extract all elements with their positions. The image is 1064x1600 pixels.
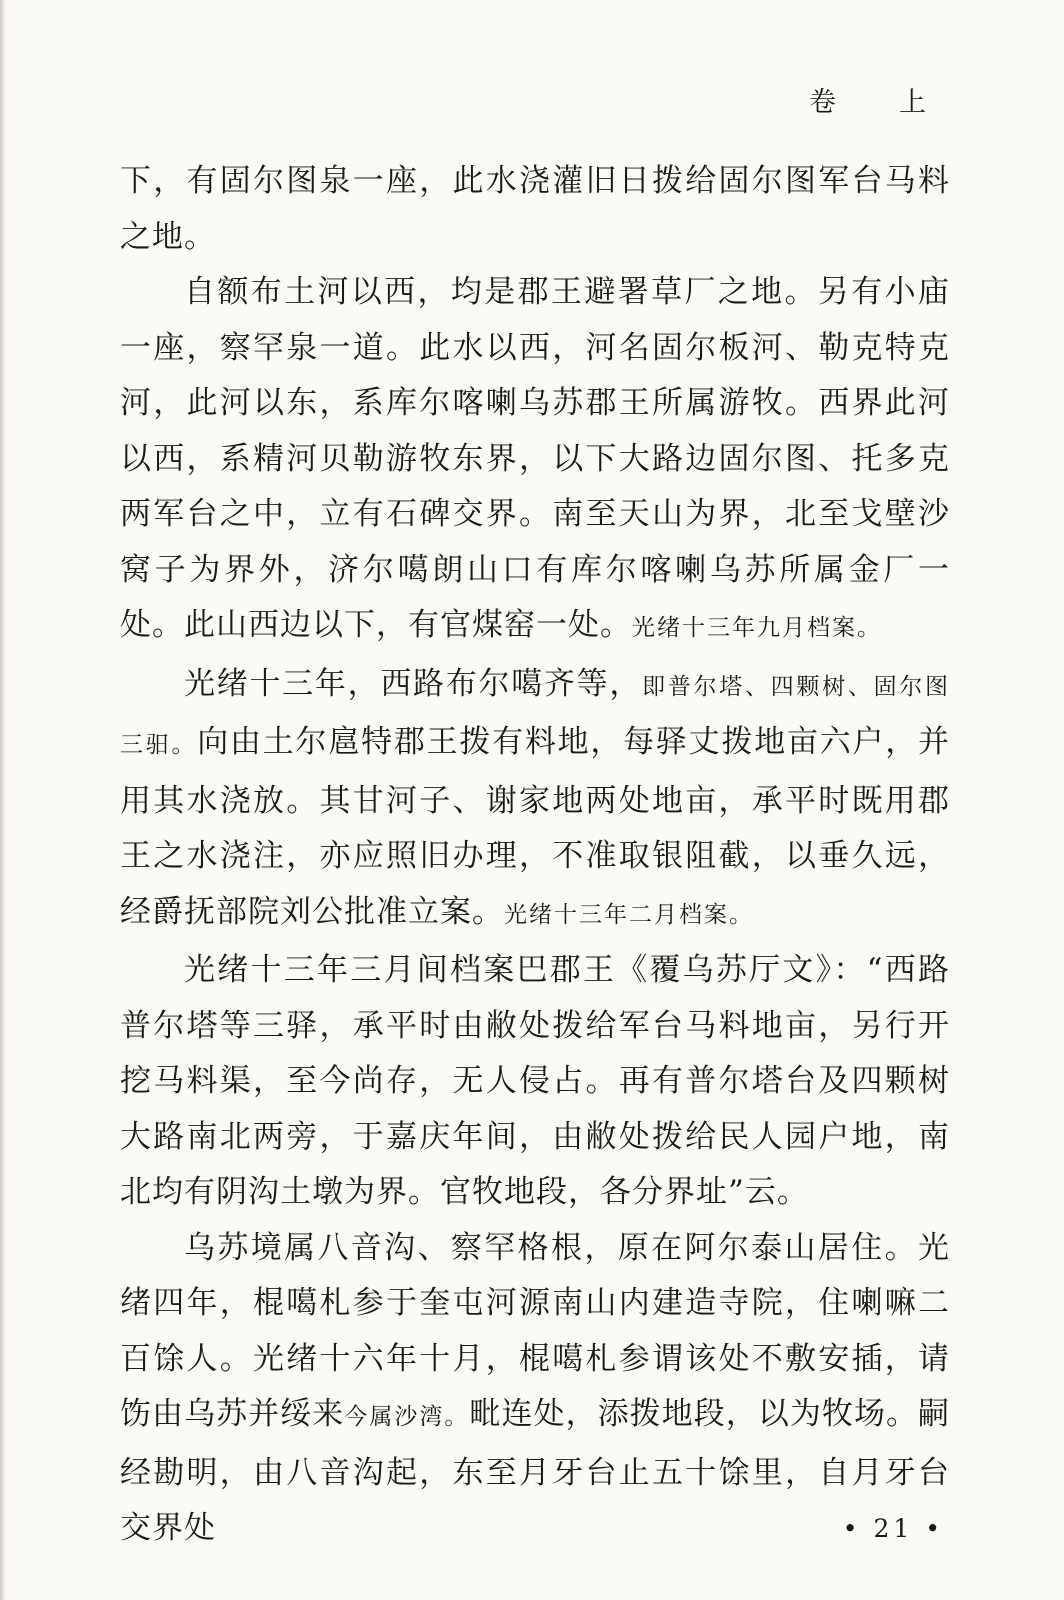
paragraph: [120, 943, 950, 1221]
paragraph: [120, 1221, 950, 1557]
main-text: 下，有固尔图泉一座，此水浇灌旧日拨给固尔图军台马料之地。: [120, 163, 950, 255]
main-text: 自额布土河以西，均是郡王避署草厂之地。另有小庙一座，察罕泉一道。此水以西，河名固尔板河、勒克特克河，此河以东，系库尔喀喇乌苏郡王所属游牧。西界此河以西，系精河贝勒游牧东界，以下大路边固尔图、托多克两军台之中，立有石碑交界。南至天山为界，北至戈壁沙窝子为界外，济尔噶朗山口有库尔喀喇乌苏所属金厂一处。此山西边以下，有官煤窑一处。: [120, 274, 950, 643]
inline-note: 今属沙湾。: [344, 1404, 470, 1430]
main-text: 光绪十三年三月间档案巴郡王《覆乌苏厅文》：“西路普尔塔等三驿，承平时由敝处拨给军台马料地亩，另行开挖马料渠，至今尚存，无人侵占。再有普尔塔台及四颗树大路南北两旁，于嘉庆年间，由敝处拨给民人园户地，南北均有阴沟土墩为界。官牧地段，各分界址”云。: [120, 952, 950, 1210]
inline-note: 即普尔塔、四颗树、固尔图三驲。: [120, 673, 951, 758]
source-note: 光绪十三年九月档案。: [632, 615, 882, 641]
paragraph: [120, 154, 950, 265]
main-text: 向由土尔扈特郡王拨有料地，每驿丈拨地亩六户，并用其水浇放。其甘河子、谢家地两处地亩，承平时既用郡王之水浇注，亦应照旧办理，不准取银阻截，以垂久远，经爵抚部院刘公批准立案。: [120, 724, 950, 930]
running-head: 卷 上: [809, 87, 944, 118]
body-text: [120, 154, 950, 1557]
page-number: • 21 •: [842, 1514, 944, 1543]
scan-edge-shadow: [0, 0, 6, 1600]
source-note: 光绪十三年二月档案。: [504, 901, 754, 928]
main-text: 毗连处，添拨地段，以为牧场。嗣经勘明，由八音沟起，东至月牙台止五十馀里，自月牙台交界处: [120, 1396, 951, 1546]
paragraph: [120, 265, 950, 657]
main-text: 乌苏境属八音沟、察罕格根，原在阿尔泰山居住。光绪四年，棍噶札参于奎屯河源南山内建造寺院，住喇嘛二百馀人。光绪十六年十月，棍噶札参谓该处不敷安插，请饬由乌苏并绥来: [120, 1229, 950, 1432]
main-text: 光绪十三年，西路布尔噶齐等，: [184, 665, 643, 702]
paragraph: [120, 657, 950, 944]
